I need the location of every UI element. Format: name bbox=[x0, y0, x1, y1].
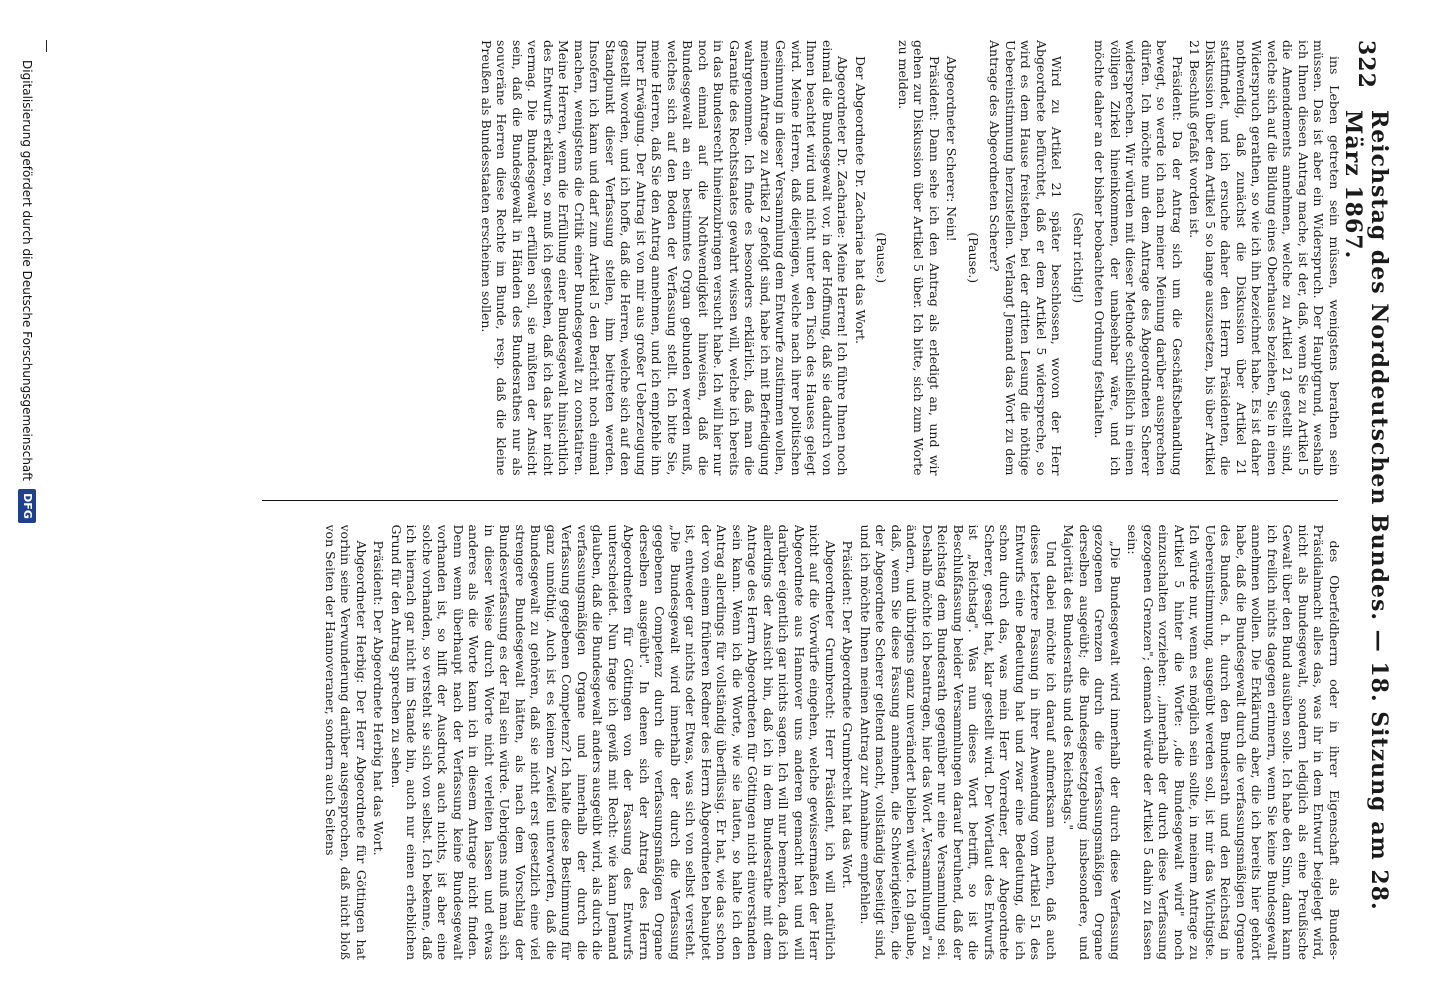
paragraph: Abgeordneter Dr. Zachariae: Meine Herren! Ich führe Ihnen noch einmal die Bundesgewalt vor, in der Hoffnung, daß sie dadurch von Ihnen beachtet wird und nicht unter den Tisch des Hauses gelegt wird. Meine Herren, daß diejenigen, welche nach ihrer politischen Gesinnung in dieser Versammlung dem Entwurfe zustimmen wollen, meinem Antrage zu Artikel 2 gefolgt sind, habe ich mit Befriedigung wahrgenommen. Ich finde es besonders erklärlich, daß man die Garantie des Rechtsstaates gewahrt wissen will, welche ich bereits in das Bundesrecht hineinzubringen versucht habe. Ich will hier nur noch einmal auf die Nothwendigkeit hinweisen, daß die Bundesgewalt an ein bestimmtes Organ gebunden werden muß, welches sich auf den Boden der Verfassung stellt. Ich bitte Sie, meine Herren, daß Sie den Antrag annehmen, und ich empfehle ihn Ihrer Erwägung. Der Antrag ist von mir aus großer Ueberzeugung gestellt worden, und ich hoffe, daß die Herren, welche sich auf den Standpunkt dieser Verfassung stellen, ihm beitreten werden. Insofern ich kann und darf zum Artikel 5 den Bericht noch einmal machen, wenigstens die Critik einer Bundesgewalt zu constatiren. Meine Herren, wenn die Erfüllung einer Bundesgewalt hinsichtlich des Entwurfs erklären, so muß ich gestehen, daß ich das hier nicht vermag. Die Bundesgewalt erfüllen soll, sie müßten der Ansicht sein, daß die Bundesgewalt in Händen des Bundesrathes nur als souveräne Herren diese Rechte im Bunde, resp. daß die kleine Preußen als Bundesstaaten erscheinen sollen. bbox=[479, 40, 851, 476]
interjection: (Pause.) bbox=[874, 232, 890, 284]
interjection: (Sehr richtig!) bbox=[1071, 212, 1086, 304]
paragraph: Abgeordneter Grumbrecht: Herr Präsident, ich will natürlich nicht auf die Vorwürfe eingehen, welche gewissermaßen der Herr Abgeordnete aus Hannover uns anderen gemacht hat und will darüber eigentlich gar nichts sagen. Ich will nur bemerken, daß ich allerdings der Ansicht bin, daß ich in dem Bundesrathe mit dem Antrage des Herrn Abgeordneten für Göttingen nicht einverstanden sein kann. Wenn ich die Worte, wie sie lauten, so halte ich den Antrag allerdings für vollständig überflüssig. Er hat, wie das schon der von einem früheren Redner des Herrn Abgeordneten behauptet ist, entweder gar nichts oder Etwas, was sich von selbst versteht. „Die Bundesgewalt wird innerhalb der durch die Verfassung gegebenen Competenz durch die verfassungsmäßigen Organe derselben ausgeübt". In denen sich der Antrag des Herrn Abgeordneten für Göttingen von der Fassung des Entwurfs unterscheidet. Nun frage ich gewiß mit Recht: wie kann Jemand glauben, daß die Bundesgewalt anders ausgeübt wird, als durch die verfassungsmäßigen Organe und innerhalb der durch die Verfassung gegebenen Competenz? Ich halte diese Bestimmung für ganz unnöthig. Auch ist es keinem Zweifel unterworfen, daß die Bundesgewalt zu gehören, daß sie nicht erst gesetzlich eine viel strengere Bundesgewalt hätten, als nach dem Vorschlag der Bundesverfassung es der Fall sein würde. Uebrigens muß man sich in dieser Weise durch Worte nicht verleiten lassen und etwas anderes als die Worte kann ich in diesem Antrage nicht finden. Denn wenn überhaupt nach der Verfassung keine Bundesgewalt vorhanden ist, so hilft der Ausdruck auch nichts, ist aber eine solche vorhanden, so versteht sie sich von selbst. Ich bekenne, daß ich hiernach gar nicht im Stande bin, auch nur einen erheblichen Grund für den Antrag sprechen zu sehen. bbox=[389, 524, 838, 960]
text-columns bbox=[262, 40, 1342, 960]
paragraph: Präsident: Da der Antrag sich um die Geschäftsbehandlung bewegt, so werde ich nach meiner Meinung darüber aussprechen dürfen. Ich möchte nun dem Antrage des Abgeordneten Scherer widersprechen. Wir würden mit dieser Methode schließlich in einen völligen Zirkel hineinkommen, der unabsehbar wäre, und ich möchte daher an der bisher beobachteten Ordnung festhalten. bbox=[1092, 40, 1185, 476]
paragraph: Wird zu Artikel 21 später beschlossen, wovon der Herr Abgeordnete befürchtet, daß er dem Artikel 5 widerspreche, so wird es dem Hause freistehen, bei der dritten Lesung die nöthige Uebereinstimmung herzustellen. Verlangt Jemand das Wort zu dem Antrage des Abgeordneten Scherer? bbox=[987, 40, 1065, 476]
paragraph: Präsident: Der Abgeordnete Grumbrecht hat das Wort. bbox=[840, 540, 856, 889]
column-right bbox=[262, 525, 1342, 961]
column-left bbox=[262, 40, 1342, 476]
paragraph: Präsident: Der Abgeordnete Herbig hat das Wort. bbox=[371, 540, 387, 856]
digitization-note: Digitalisierung gefördert durch die Deutsche Forschungsgemeinschaft bbox=[20, 60, 34, 482]
interjection: (Pause.) bbox=[966, 232, 981, 284]
running-head bbox=[1340, 40, 1392, 960]
paragraph: Und dabei möchte ich darauf aufmerksam machen, daß auch dieses letztere Fassung in ihrer Anwendung vom Artikel 51 des Entwurfs eine Bedeutung hat und zwar eine Bedeutung, die ich schon durch das, was mein Herr Vorredner, der Abgeordnete Scherer, gesagt hat, klar gestellt wird. Der Wortlaut des Entwurfs ist „Reichstag". Was nun dieses Wort betrifft, so ist die Beschlußfassung beider Versammlungen darauf beruhend, daß der Reichstag dem Bundesrath gegenüber nur eine Versammlung sei. Deshalb möchte ich beantragen, hier das Wort „Versammlungen" zu ändern, und übrigens ganz unverändert bleiben würde. Ich glaube, daß, wenn Sie diese Fassung annehmen, die Schwierigkeiten, die der Abgeordnete Scherer geltend macht, vollständig beseitigt sind, und ich möchte Ihnen meinen Antrag zur Annahme empfehlen. bbox=[858, 524, 1059, 960]
column-divider bbox=[262, 500, 1338, 501]
paragraph: Abgeordneter Herbig: Der Herr Abgeordnete für Göttingen hat vorhin seine Verwunderung darüber ausgesprochen, daß nicht bloß von Seiten der Hannoveraner, sondern auch Seitens bbox=[323, 524, 369, 960]
dfg-logo-icon: DFG bbox=[18, 489, 36, 523]
page-header-title: Reichstag des Norddeutschen Bundes. — 18. Sitzung am 28. März 1867. bbox=[1340, 110, 1392, 911]
paragraph: Abgeordneter Scherer: Nein! bbox=[944, 56, 960, 242]
paragraph: des Oberfeldherrn oder in ihrer Eigenschaft als Bundes-Präsidialmacht alles das, was ihr in dem Entwurf beigelegt wird, nicht als Bundesgewalt, sondern lediglich als eine Preußische Gewalt über den Bund ausüben solle. Ich habe den Sinn, dann kann ich freilich nichts dagegen erinnern, wenn Sie keine Bundesgewalt annehmen wollen. Die Erklärung aber, die ich bereits hier gehört habe, daß die Bundesgewalt durch die verfassungsmäßigen Organe des Bundes, d. h. durch den Bundesrath und den Reichstag in Uebereinstimmung, ausgeübt werden soll, ist mir das Wichtigste. Ich würde nur, wenn es möglich sein sollte, in meinem Antrage zu Artikel 5 hinter die Worte: ,,die Bundesgewalt wird" noch einzuschalten vorziehen: ,,innerhalb der durch diese Verfassung gezogenen Grenzen"; demnach würde der Artikel 5 dahin zu fassen sein: bbox=[1125, 524, 1342, 960]
paragraph: ins Leben getreten sein müssen, wenigstens berathen sein müssen. Das ist aber ein Widerspruch. Der Hauptgrund, weshalb ich Ihnen diesen Antrag mache, ist der, daß, wenn Sie zu Artikel 5 die Amendements annehmen, welche zu Artikel 21 gestellt sind, welche sich auf die Bildung eines Oberhauses beziehen, Sie in einen Widerspruch gerathen, so wie ich ihn bezeichnet habe. Es ist daher nothwendig, daß zunächst die Diskussion über Artikel 21 stattfindet, und ich ersuche daher den Herrn Präsidenten, die Diskussion über den Artikel 5 so lange auszusetzen, bis über Artikel 21 Beschluß gefaßt worden ist. bbox=[1187, 40, 1342, 476]
crop-mark bbox=[46, 40, 47, 52]
page-number: 322 bbox=[1353, 40, 1379, 89]
paragraph: Präsident: Dann sehe ich den Antrag als erledigt an, und wir gehen zur Diskussion über Artikel 5 über. Ich bitte, sich zum Worte zu melden. bbox=[896, 40, 942, 476]
paragraph: Der Abgeordnete Dr. Zachariae hat das Wort. bbox=[853, 56, 868, 344]
digitization-footer bbox=[18, 60, 36, 820]
paragraph: „Die Bundesgewalt wird innerhalb der durch diese Verfassung gezogenen Grenzen durch die verfassungsmäßigen Organe derselben ausgeübt; die Bundesgesetzgebung insbesondere, und Majorität des Bundesraths und des Reichstags." bbox=[1061, 524, 1123, 960]
